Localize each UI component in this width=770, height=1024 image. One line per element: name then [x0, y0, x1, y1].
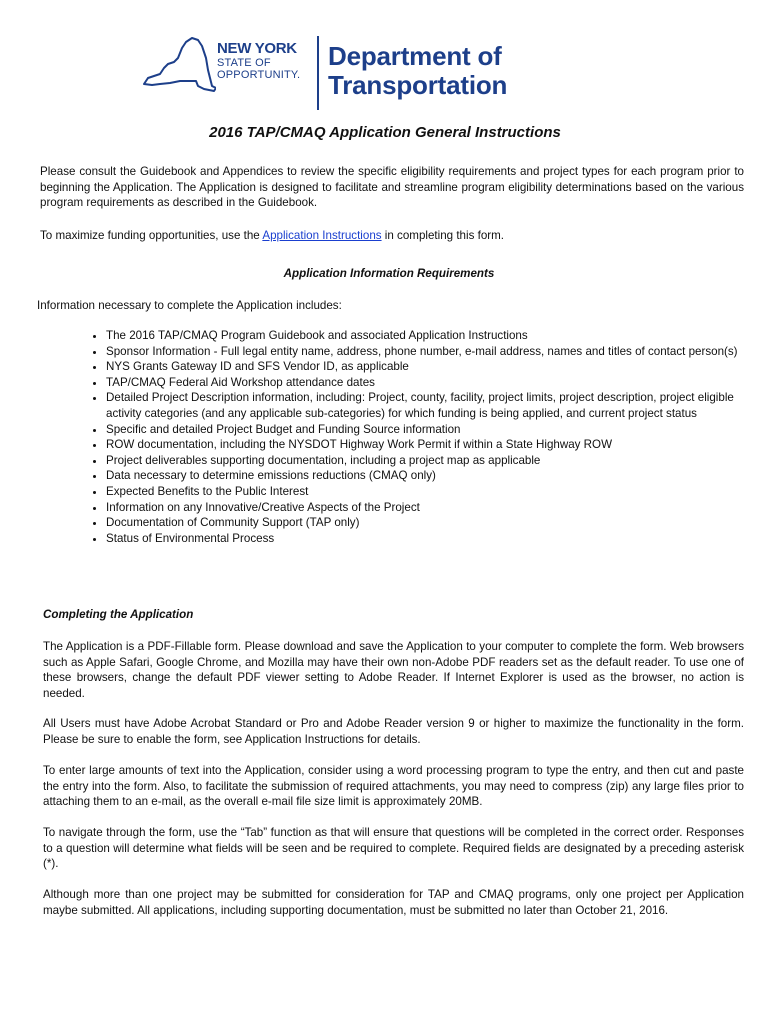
- header-logo: [140, 28, 540, 114]
- requirements-heading: Application Information Requirements: [283, 267, 495, 280]
- department-name-line2: Transportation: [328, 70, 508, 100]
- list-item: • The 2016 TAP/CMAQ Program Guidebook and associated Application Instructions: [106, 328, 770, 344]
- list-item: • Expected Benefits to the Public Interest: [106, 484, 770, 500]
- nys-line-state-of: STATE OF: [217, 57, 271, 69]
- page-title: 2016 TAP/CMAQ Application General Instructions: [209, 124, 561, 141]
- logo-divider: [317, 36, 319, 110]
- list-item: • Documentation of Community Support (TAP only): [106, 515, 770, 531]
- nys-line-new-york: NEW YORK: [217, 40, 297, 57]
- maximize-paragraph: [40, 228, 744, 244]
- list-item: • NYS Grants Gateway ID and SFS Vendor ID, as applicable: [106, 359, 770, 375]
- department-name: [328, 42, 507, 100]
- list-item: • Project deliverables supporting documentation, including a project map as applicable: [106, 453, 770, 469]
- list-item: • Information on any Innovative/Creative Aspects of the Project: [106, 500, 770, 516]
- completing-heading: Completing the Application: [43, 608, 194, 621]
- completing-paragraph-3: To enter large amounts of text into the Application, consider using a word processing program to type the entry, and then cut and paste the entry into the form. Also, to facilitate the submission of required attachments, you may need to compress (zip) any large files prior to attaching them to an e-mail, as the overall e-mail file size limit is approximately 20MB.: [43, 764, 744, 808]
- list-item: • ROW documentation, including the NYSDOT Highway Work Permit if within a State Highway ROW: [106, 437, 770, 453]
- intro-paragraph: Please consult the Guidebook and Appendices to review the specific eligibility requirements and project types for each program prior to beginning the Application. The Application is designed to facilitate and streamline program eligibility determinations based on the various program requirements as described in the Guidebook.: [40, 165, 744, 209]
- list-item: • Status of Environmental Process: [106, 531, 770, 547]
- list-item: • Data necessary to determine emissions reductions (CMAQ only): [106, 468, 770, 484]
- nys-wordmark: [217, 40, 317, 81]
- department-name-line1: Department of: [328, 41, 502, 71]
- new-york-state-map-icon: [140, 34, 216, 94]
- nys-line-opportunity: OPPORTUNITY.: [217, 69, 301, 81]
- requirements-lead: Information necessary to complete the Application includes:: [37, 299, 342, 312]
- list-item: • TAP/CMAQ Federal Aid Workshop attendance dates: [106, 375, 770, 391]
- completing-paragraph-4: To navigate through the form, use the “Tab” function as that will ensure that questions will be completed in the correct order. Responses to a question will determine what fields will be seen and be required to complete. Required fields are designated by a preceding asterisk (*).: [43, 826, 744, 870]
- maximize-text-before: To maximize funding opportunities, use the: [40, 229, 263, 242]
- completing-paragraph-1: The Application is a PDF-Fillable form. Please download and save the Application to your computer to complete the form. Web browsers such as Apple Safari, Google Chrome, and Mozilla may have their own non-Adobe PDF readers set as the default reader. To use one of these browsers, change the default PDF viewer setting to Adobe Reader. If Internet Explorer is used as the browser, no action is needed.: [43, 640, 744, 700]
- list-item: • Sponsor Information - Full legal entity name, address, phone number, e-mail address, names and titles of contact person(s): [106, 344, 770, 360]
- completing-paragraph-5: Although more than one project may be submitted for consideration for TAP and CMAQ programs, only one project per Application maybe submitted. All applications, including supporting documentation, must be submitted no later than October 21, 2016.: [43, 888, 744, 917]
- requirements-list: [88, 328, 770, 546]
- maximize-text-after: in completing this form.: [381, 229, 505, 242]
- application-instructions-link[interactable]: Application Instructions: [262, 229, 382, 242]
- list-item: • Detailed Project Description information, including: Project, county, facility, project limits, project description, project eligible activity categories (and any applicable sub-categories) for which funding is being applied, and current project status: [106, 390, 770, 421]
- completing-paragraph-2: All Users must have Adobe Acrobat Standard or Pro and Adobe Reader version 9 or higher to maximize the functionality in the form. Please be sure to enable the form, see Application Instructions for details.: [43, 717, 744, 746]
- list-item: • Specific and detailed Project Budget and Funding Source information: [106, 422, 770, 438]
